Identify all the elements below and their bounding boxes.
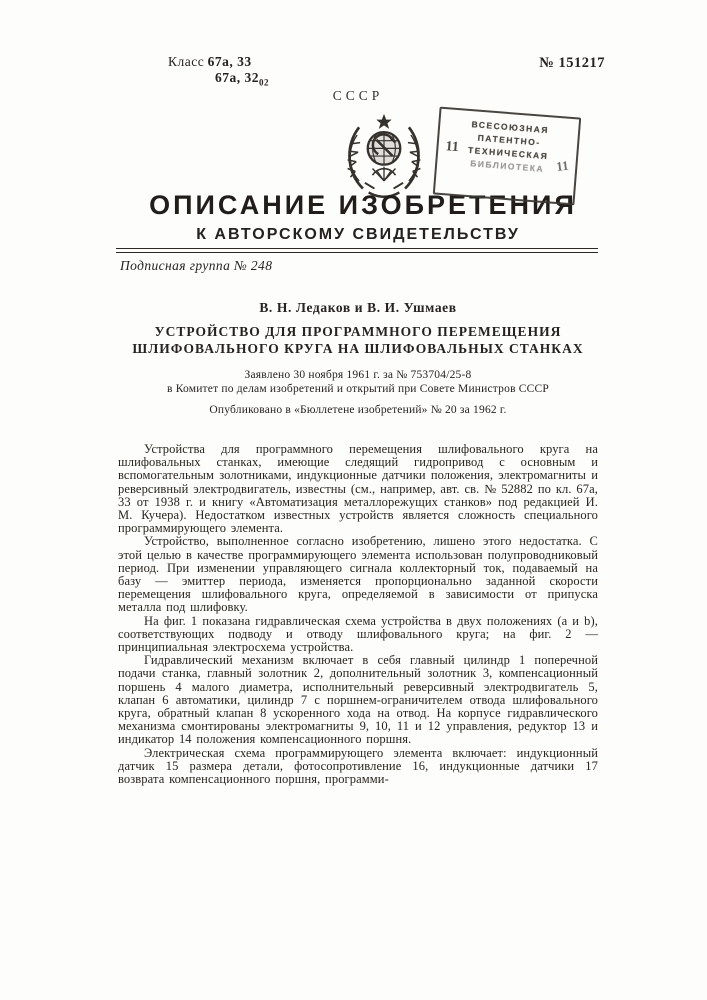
body-paragraph-5: Электрическая схема программирующего элемента включает: индукционный датчик 15 размера детали, фотосопротивление 16, индукционные датчики 17 возврата компенсационного поршня, программи-	[118, 745, 598, 787]
classification-block	[168, 54, 269, 91]
classification-line-1	[168, 54, 269, 70]
class-value-2-subscript: 02	[259, 77, 269, 88]
description-body	[118, 443, 598, 786]
body-paragraph-4: Гидравлический механизм включает в себя главный цилиндр 1 поперечной подачи станка, главный золотник 2, дополнительный золотник 3, компенсационный поршень 4 малого диаметра, исполнительный реверсивный электродвигатель 5, клапан 6 автоматики, цилиндр 7 с поршнем-ограничителем отвода шлифовального круга, обратный клапан 8 ускоренного хода на отвод. На корпусе гидравлического механизма смонтированы электромагниты 9, 10, 11 и 12 управления, редуктор 13 и индикатор 14 положения компенсационного поршня.	[118, 653, 598, 747]
filed-line-2: в Комитет по делам изобретений и открытий при Совете Министров СССР	[166, 383, 549, 395]
body-paragraph-2: Устройство, выполненное согласно изобретению, лишено этого недостатка. С этой целью в качестве программирующего элемента использован полупроводниковый период. При изменении управляющего сигнала коллекторный ток, подаваемый на базу — эмиттер периода, изменяется пропорционально заданной скорости перемещения шлифовального круга, определяемой в зависимости от припуска металла под шлифовку.	[118, 534, 598, 615]
class-value-2: 67а, 32	[215, 70, 259, 85]
ussr-coat-of-arms-emblem	[336, 112, 432, 202]
stamp-line-1: ВСЕСОЮЗНАЯ	[471, 119, 550, 136]
class-value-1: 67а, 33	[207, 54, 252, 69]
document-number: № 151217	[539, 55, 605, 71]
stamp-number-right: 11	[555, 157, 570, 175]
body-paragraph-3: На фиг. 1 показана гидравлическая схема устройства в двух положениях (а и b), соответствующих подводу и отводу шлифовального круга; на фиг. 2 — принципиальная электросхема устройства.	[118, 613, 598, 655]
class-label: Класс	[168, 54, 205, 69]
stamp-line-3: ТЕХНИЧЕСКАЯ	[467, 144, 549, 162]
filing-info	[118, 368, 598, 396]
body-paragraph-1: Устройства для программного перемещения шлифовального круга на шлифовальных станках, имеющие следящий гидропривод с основным и вспомогательным золотниками, индукционные датчики положения, электромагниты и реверсивный электродвигатель, известны (см., например, авт. св. № 52882 по кл. 67а, 33 от 1938 г. и книгу «Автоматизация металлорежущих станков» под редакцией И. М. Кучера). Недостатком известных устройств является сложность специального программирующего элемента.	[118, 442, 598, 536]
invention-title-line-2: ШЛИФОВАЛЬНОГО КРУГА НА ШЛИФОВАЛЬНЫХ СТАНКАХ	[132, 341, 584, 356]
stamp-number-left: 11	[444, 139, 460, 156]
masthead-subtitle: К АВТОРСКОМУ СВИДЕТЕЛЬСТВУ	[196, 226, 520, 243]
double-rule-divider	[116, 248, 598, 253]
published-line: Опубликовано в «Бюллетене изобретений» № 20 за 1962 г.	[209, 404, 507, 416]
library-stamp	[433, 107, 581, 206]
filed-line-1: Заявлено 30 ноября 1961 г. за № 753704/25-8	[244, 369, 472, 381]
stamp-line-4: БИБЛИОТЕКА	[469, 158, 545, 174]
emblem-graphic	[336, 112, 432, 202]
invention-title	[110, 323, 606, 357]
authors-line: В. Н. Ледаков и В. И. Ушмаев	[259, 300, 457, 315]
masthead-title: ОПИСАНИЕ ИЗОБРЕТЕНИЯ	[149, 190, 577, 220]
invention-title-line-1: УСТРОЙСТВО ДЛЯ ПРОГРАММНОГО ПЕРЕМЕЩЕНИЯ	[154, 324, 562, 339]
stamp-line-2: ПАТЕНТНО-	[477, 132, 542, 148]
subscription-group: Подписная группа № 248	[120, 258, 273, 273]
stamp-text	[461, 118, 557, 177]
country-label: СССР	[332, 88, 384, 103]
